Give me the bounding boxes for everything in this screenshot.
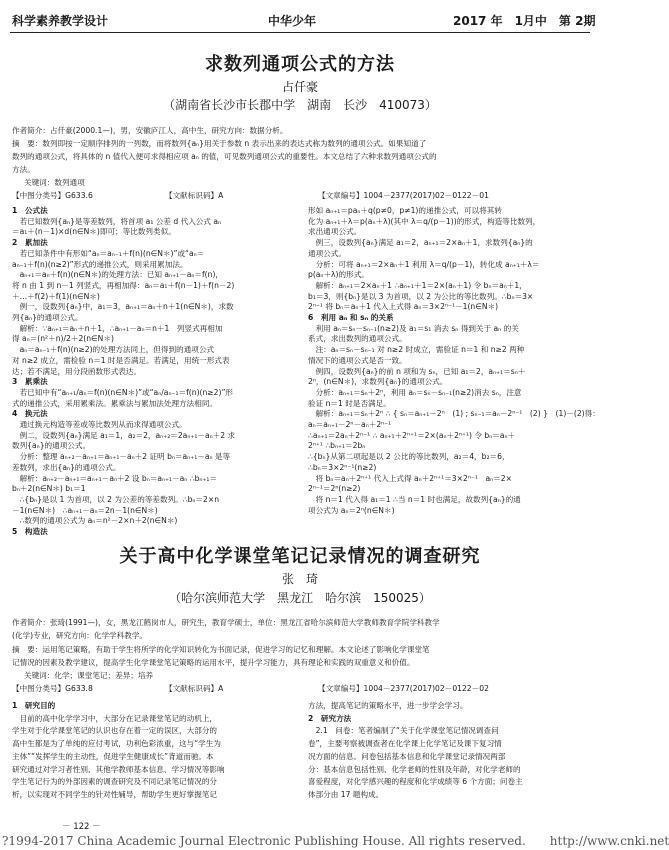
- text-line: 系式，求出数列的通项公式。: [308, 334, 407, 344]
- article2-clc: 【中图分类号】G633.8: [12, 684, 93, 693]
- copyright-footer: ?1994-2017 China Academic Journal Electronic Publishing House. All rights reserved. http://www.cnki.net: [2, 834, 669, 848]
- text-line: 6 利用 aₙ 和 sₙ 的关系: [308, 313, 394, 322]
- text-line: 例二，设数列{aₙ}满足 a₁＝1，a₂＝2，aₙ₊₂＝2aₙ₊₁－aₙ＋2 求: [12, 430, 236, 440]
- article2-author: 张 琦: [281, 572, 318, 586]
- text-line: 差数列，求出{aₙ}的通项公式。: [12, 462, 121, 472]
- text-line: 学生笔记行为的外部因素的调查研究及不同记录笔记情况的分: [12, 777, 218, 787]
- text-line: 2ⁿ⁺¹ ∴bₙ₊₁＝2bₙ: [308, 441, 366, 451]
- text-line: aₙ₋₁＋f(n)(n≥2)”形式的递推公式，则采用累加法。: [12, 259, 188, 269]
- article1-abstract-line: 方法。: [12, 165, 35, 174]
- page-number: － 122 －: [62, 822, 101, 832]
- text-line: 验证 n＝1 时是否满足。: [308, 398, 391, 408]
- text-line: ＝a₁＋(n－1)×d(n∈N＊)即可；等比数列类似。: [12, 227, 176, 237]
- text-line: 求出通项公式。: [308, 227, 362, 237]
- text-line: 对 n≥2 成立，需检验 n＝1 时是否满足。若满足，用统一形式表: [12, 355, 230, 365]
- article2-doc-code: 【文献标识码】A: [165, 684, 224, 693]
- text-line: 通过换元构造等差或等比数列从而求得通项公式。: [12, 420, 187, 429]
- text-line: 通项公式。: [308, 248, 346, 258]
- issue-info: 2017 年 1月中 第 2期: [453, 14, 596, 28]
- text-line: 析，以实现对不同学生的针对性辅导，帮助学生更好掌握笔记: [12, 789, 218, 799]
- article2-affiliation: （哈尔滨师范大学 黑龙江 哈尔滨 150025）: [169, 591, 431, 605]
- text-line: ∴aₙ₊₁＝2aₙ＋2ⁿ⁻¹ ∴ aₙ₊₁＋2ⁿ⁺¹＝2×(aₙ＋2ⁿ⁺¹) 令 bₙ＝aₙ＋: [308, 430, 516, 440]
- text-line: 解析：aₙ₊₂－aₙ₊₁＝aₙ₊₁－aₙ＋2 设 bₙ＝aₙ₊₁－aₙ ∴bₙ₊₁＝: [12, 473, 218, 483]
- text-line: aₙ₊₁＝aₙ＋f(n)(n∈N＊)的处理方法：已知 aₙ₊₁－aₙ＝f(n)，: [12, 270, 223, 280]
- article1-abstract-line: 数列的通项公式，将具体的 n 值代入便可求得相应项 aₙ 的值，可见数列通项公式的重要性。本文总结了六种求数列通项公式的: [12, 152, 437, 161]
- text-line: 式的递推公式，采用累乘法。累乘法与累加法处理方法相同。: [12, 398, 218, 408]
- text-line: 高中生都是为了单纯的应付考试，功利色彩浓重，这与“学生为: [12, 739, 221, 749]
- text-line: 1 研究目的: [12, 701, 56, 710]
- header-rule: [10, 32, 590, 33]
- text-line: 将 n 由 1 到 n－1 列竖式，再相加得：aₙ＝a₁＋f(n－1)＋f(n－2): [12, 280, 235, 290]
- text-line: 分析：可将 aₙ₊₁＝2×aₙ＋1 利用 λ＝q/(p－1)，转化成 aₙ₊₁＋λ＝: [308, 259, 540, 269]
- text-line: 2ⁿ，(n∈N＊)，求数列{aₙ}的通项公式。: [308, 377, 448, 387]
- text-line: 研究通过对学习者性别、其他学教师基本信息、学习情况等影响: [12, 764, 225, 774]
- article1-abstract-line: 摘 要：数列即按一定顺序排列的一列数，而将数列{aₙ}用关于参数 n 表示出来的表达式称为数列的通项公式。如果知道了: [12, 139, 427, 148]
- text-line: 例三，设数列{aₙ}满足 a₁＝2，aₙ₊₁＝2×aₙ＋1，求数列{aₙ}的: [308, 238, 533, 248]
- header-center: 中华少年: [268, 14, 317, 28]
- text-line: 例四，设数列{aₙ}的前 n 项和为 sₙ，已知 a₁＝2，aₙ₊₁＝sₙ＋: [308, 366, 526, 376]
- article1-affiliation: （湖南省长沙市长郡中学 湖南 长沙 410073）: [163, 98, 437, 112]
- text-line: bₙ＋2(n∈N＊) b₁＝1: [12, 484, 86, 494]
- text-line: 况方面的信息。问卷包括基本信息和化学课堂记录情况两部: [308, 751, 506, 761]
- text-line: 注：aₙ＝sₙ－sₙ₋₁ 对 n≥2 时成立，需验证 n＝1 和 n≥2 两种: [308, 345, 525, 355]
- text-line: p(aₙ＋λ)的形式。: [308, 270, 369, 280]
- text-line: ∴bₙ＝3×2ⁿ⁻¹(n≥2): [308, 462, 377, 472]
- text-line: 若已知条件中有形如“aₙ＝aₙ₋₁＋f(n)(n∈N＊)”或“aₙ＝: [12, 248, 205, 258]
- text-line: 分析：整理 aₙ₊₂－aₙ₊₁＝aₙ₊₁－aₙ＋2 证明 bₙ＝aₙ₊₁－aₙ 是等: [12, 452, 231, 462]
- article2-bio-line: (化学)专业，研究方向：化学学科教学。: [12, 631, 148, 640]
- text-line: 将 n＝1 代入得 a₁＝1 ∴当 n＝1 时也满足，故数列{aₙ}的通: [308, 494, 521, 504]
- journal-name: 科学素养教学设计: [12, 14, 109, 28]
- article2-bio-line: 作者简介：张琦(1991—)，女，黑龙江鹤岗市人，研究生，教育学硕士，单位：黑龙江省哈尔滨师范大学教师教育学院学科教学: [12, 618, 440, 627]
- text-line: b₁＝3，则{bₙ}是以 3 为首项，以 2 为公比的等比数列。∴bₙ＝3×: [308, 291, 534, 301]
- text-line: 利用 aₙ＝sₙ－sₙ₋₁(n≥2)及 a₁＝s₁ 消去 sₙ 得到关于 aₙ 的关: [308, 323, 519, 333]
- text-line: 化为 aₙ₊₁＋λ＝p(aₙ＋λ)(其中 λ＝q/(p－1))的形式，构造等比数列，: [308, 216, 541, 226]
- article2-abstract-line: 摘 要：运用笔记策略，有助于学生将所学的化学知识转化为书面记录，促进学习的记忆和理解。本文论述了影响化学课堂笔: [12, 645, 430, 654]
- text-line: 数列{aₙ}的通项公式。: [12, 441, 91, 451]
- text-line: aₙ＝aₙ₊₁－2ⁿ－aₙ＋2ⁿ⁻¹: [308, 420, 392, 429]
- text-line: 分：基本信息包括性别、化学老师的性别及年龄，对化学老师的: [308, 764, 521, 774]
- text-line: 5 构造法: [12, 527, 48, 536]
- text-line: 喜爱程度，对化学感兴趣的程度和化学成绩等 6 个方面；问卷主: [308, 777, 523, 787]
- text-line: 2ⁿ⁻¹＝2ⁿ(n≥2): [308, 484, 361, 494]
- text-line: ∴{bₙ}从第二项起是以 2 公比的等比数列，a₂＝4，b₂＝6，: [308, 452, 510, 462]
- article1-author: 占仟豪: [281, 80, 318, 94]
- text-line: 2 研究方法: [308, 713, 352, 723]
- text-line: 1 公式法: [12, 206, 48, 215]
- text-line: ∴{bₙ}是以 1 为首项，以 2 为公差的等差数列。∴bₙ＝2×n: [12, 494, 220, 504]
- text-line: ∴数列的通项公式为 aₙ＝n²－2×n＋2(n∈N＊): [12, 516, 178, 526]
- text-line: 卷”，主要考察被调查者在化学课上化学笔记及课下复习情: [308, 739, 502, 749]
- text-line: 达；若不满足，用分段函数形式表达。: [12, 366, 142, 376]
- text-line: 情况下的通项公式是否一致。: [308, 355, 407, 365]
- text-line: 学生对于化学课堂笔记的认识也存在着一定的误区，大部分的: [12, 726, 218, 736]
- text-line: ＋…＋f(2)＋f(1)(n∈N＊): [12, 291, 100, 301]
- text-line: 分析：aₙ₊₁＝sₙ＋2ⁿ，利用 aₙ＝sₙ－sₙ₋₁(n≥2)消去 sₙ，注意: [308, 387, 522, 397]
- article1-keywords: 关键词：数列通项: [24, 178, 85, 187]
- article2-article-no: 【文章编号】1004－2377(2017)02－0122－02: [318, 684, 489, 693]
- article2-abstract-line: 记情况的因素及教学建议，提高学生化学课堂笔记策略的运用水平，提升学习能力，具有理论和实践的双重意义和价值。: [12, 658, 415, 667]
- text-line: 解析：∵aₙ₊₁＝aₙ＋n＋1，∴aₙ₊₁－aₙ＝n＋1 列竖式再相加: [12, 323, 223, 333]
- text-line: 将 bₙ＝aₙ＋2ⁿ⁺¹ 代入上式得 aₙ＋2ⁿ⁺¹＝3×2ⁿ⁻¹ aₙ＝2×: [308, 473, 512, 483]
- text-line: 例一，设数列{aₙ}中，a₁＝3，aₙ₊₁＝aₙ＋n＋1(n∈N＊)，求数: [12, 302, 234, 312]
- article1-title: 求数列通项公式的方法: [205, 54, 395, 75]
- text-line: 项公式为 aₙ＝2ⁿ(n∈N＊): [308, 505, 395, 515]
- text-line: 列{aₙ}的通项公式。: [12, 313, 83, 322]
- text-line: aₙ＝aₙ₋₁＋f(n)(n≥2)的处理方法同上，但得到的通项公式: [12, 345, 215, 355]
- text-line: 2 累加法: [12, 238, 48, 248]
- text-line: 得 aₙ＝(n²＋n)/2＋2(n∈N＊): [12, 334, 114, 344]
- article1-clc: 【中图分类号】G633.6: [12, 191, 93, 200]
- text-line: 体部分由 17 题构成。: [308, 789, 384, 799]
- text-line: 目前的高中化学学习中，大部分在记录课堂笔记的动机上，: [12, 713, 218, 723]
- text-line: 形如 aₙ₊₁＝paₙ＋q(p≠0，p≠1)的递推公式，可以将其转: [308, 206, 502, 215]
- text-line: －1(n∈N＊) ∴aₙ₊₁－aₙ＝2n－1(n∈N＊): [12, 505, 158, 515]
- text-line: 3 累乘法: [12, 377, 48, 387]
- article1-bio: 作者简介：占仟豪(2000.1—)，男，安徽庐江人，高中生，研究方向：数据分析。: [12, 126, 288, 135]
- text-line: 若已知中有“aₙ₊₁/aₙ＝f(n)(n∈N＊)”或“aₙ/aₙ₋₁＝f(n)(n≥2)”形: [12, 387, 233, 397]
- article2-title: 关于高中化学课堂笔记记录情况的调查研究: [119, 546, 481, 567]
- text-line: 2.1 问卷：笔者编制了“关于化学课堂笔记情况调查问: [308, 726, 499, 736]
- text-line: 解析：aₙ₊₁＝2×aₙ＋1 ∴aₙ₊₁＋1＝2×(aₙ＋1) 令 bₙ＝aₙ＋1，: [308, 280, 527, 290]
- article2-keywords: 关键词：化学；课堂笔记；差异；培养: [24, 671, 154, 680]
- article1-doc-code: 【文献标识码】A: [165, 191, 224, 200]
- text-line: 4 换元法: [12, 409, 48, 419]
- text-line: 2ⁿ⁻¹ 将 bₙ＝aₙ＋1 代入上式得 aₙ＝3×2ⁿ⁻¹－1(n∈N＊): [308, 302, 499, 312]
- text-line: 解析：aₙ₊₁＝sₙ＋2ⁿ ∴ { sₙ＝aₙ₊₁－2ⁿ (1) ; sₙ₋₁＝aₙ－2ⁿ⁻¹ (2) } (1)－(2)得：: [308, 409, 600, 419]
- text-line: 主体”“发挥学生的主动性，促进学生健康成长”背道而驰。本: [12, 751, 214, 761]
- text-line: 若已知数列{aₙ}是等差数列，将首项 a₁ 公差 d 代入公式 aₙ: [12, 216, 222, 226]
- article1-article-no: 【文章编号】1004－2377(2017)02－0122－01: [318, 191, 489, 200]
- text-line: 方法，提高笔记的策略水平，进一步学会学习。: [308, 701, 468, 710]
